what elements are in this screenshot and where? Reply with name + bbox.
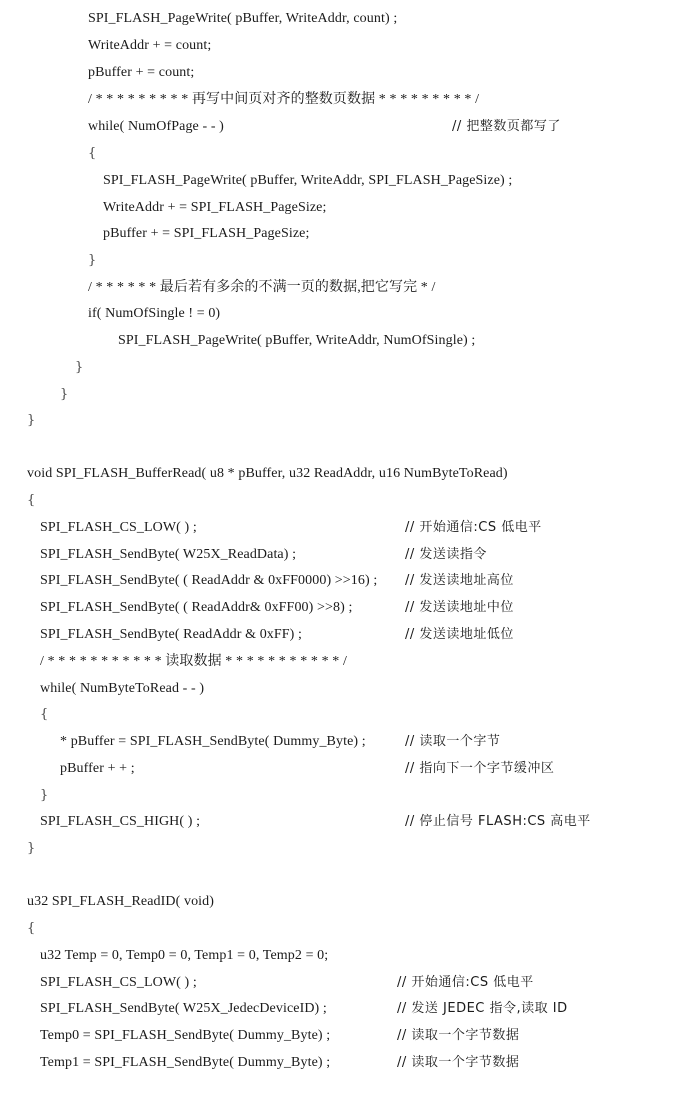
inline-comment: // 发送读地址中位 — [405, 600, 514, 615]
code-text: SPI_FLASH_PageWrite( pBuffer, WriteAddr, count) ; — [88, 11, 398, 26]
brace: } — [60, 387, 69, 402]
inline-comment: // 读取一个字节数据 — [397, 1055, 520, 1070]
inline-comment: // 开始通信:CS 低电平 — [405, 520, 542, 535]
brace: { — [27, 921, 36, 936]
section-comment: / * * * * * * * * * * * 读取数据 * * * * * * * * * * * / — [40, 654, 347, 669]
brace: { — [40, 707, 49, 722]
code-text: Temp0 = SPI_FLASH_SendByte( Dummy_Byte) ; — [40, 1028, 331, 1043]
section-comment: / * * * * * * * * * 再写中间页对齐的整数页数据 * * * * * * * * * / — [88, 92, 480, 107]
function-signature: u32 SPI_FLASH_ReadID( void) — [27, 894, 215, 909]
code-text: SPI_FLASH_SendByte( ( ReadAddr & 0xFF0000) >>16) ; — [40, 573, 378, 588]
code-text: WriteAddr + = count; — [88, 38, 212, 53]
brace: { — [88, 146, 97, 161]
code-text: SPI_FLASH_SendByte( ReadAddr & 0xFF) ; — [40, 627, 303, 642]
section-comment: / * * * * * * 最后若有多余的不满一页的数据,把它写完 * / — [88, 280, 436, 295]
brace: } — [75, 360, 84, 375]
brace: } — [40, 788, 49, 803]
brace: } — [88, 253, 97, 268]
inline-comment: // 把整数页都写了 — [452, 119, 561, 134]
brace: } — [27, 413, 36, 428]
code-text: SPI_FLASH_CS_HIGH( ) ; — [40, 814, 201, 829]
code-text: Temp1 = SPI_FLASH_SendByte( Dummy_Byte) ; — [40, 1055, 331, 1070]
inline-comment: // 指向下一个字节缓冲区 — [405, 761, 555, 776]
inline-comment: // 发送读指令 — [405, 547, 487, 562]
code-text: SPI_FLASH_CS_LOW( ) ; — [40, 975, 197, 990]
inline-comment: // 发送读地址高位 — [405, 573, 514, 588]
inline-comment: // 读取一个字节 — [405, 734, 501, 749]
code-text: SPI_FLASH_CS_LOW( ) ; — [40, 520, 197, 535]
brace: } — [27, 841, 36, 856]
inline-comment: // 开始通信:CS 低电平 — [397, 975, 534, 990]
code-text: u32 Temp = 0, Temp0 = 0, Temp1 = 0, Temp2 = 0; — [40, 948, 329, 963]
code-text: if( NumOfSingle ! = 0) — [88, 306, 221, 321]
code-text: while( NumOfPage - - ) — [88, 119, 224, 134]
code-text: while( NumByteToRead - - ) — [40, 681, 205, 696]
code-text: pBuffer + = count; — [88, 65, 195, 80]
code-text: SPI_FLASH_PageWrite( pBuffer, WriteAddr, SPI_FLASH_PageSize) ; — [103, 173, 513, 188]
inline-comment: // 停止信号 FLASH:CS 高电平 — [405, 814, 591, 829]
function-signature: void SPI_FLASH_BufferRead( u8 * pBuffer, u32 ReadAddr, u16 NumByteToRead) — [27, 466, 508, 481]
inline-comment: // 发送读地址低位 — [405, 627, 514, 642]
code-text: * pBuffer = SPI_FLASH_SendByte( Dummy_Byte) ; — [60, 734, 366, 749]
code-text: SPI_FLASH_SendByte( ( ReadAddr& 0xFF00) >>8) ; — [40, 600, 353, 615]
inline-comment: // 发送 JEDEC 指令,读取 ID — [397, 1001, 568, 1016]
brace: { — [27, 493, 36, 508]
code-text: pBuffer + + ; — [60, 761, 135, 776]
code-text: SPI_FLASH_SendByte( W25X_JedecDeviceID) ; — [40, 1001, 327, 1016]
code-text: WriteAddr + = SPI_FLASH_PageSize; — [103, 200, 327, 215]
code-text: SPI_FLASH_PageWrite( pBuffer, WriteAddr, NumOfSingle) ; — [118, 333, 476, 348]
inline-comment: // 读取一个字节数据 — [397, 1028, 520, 1043]
code-text: pBuffer + = SPI_FLASH_PageSize; — [103, 226, 310, 241]
code-text: SPI_FLASH_SendByte( W25X_ReadData) ; — [40, 547, 297, 562]
